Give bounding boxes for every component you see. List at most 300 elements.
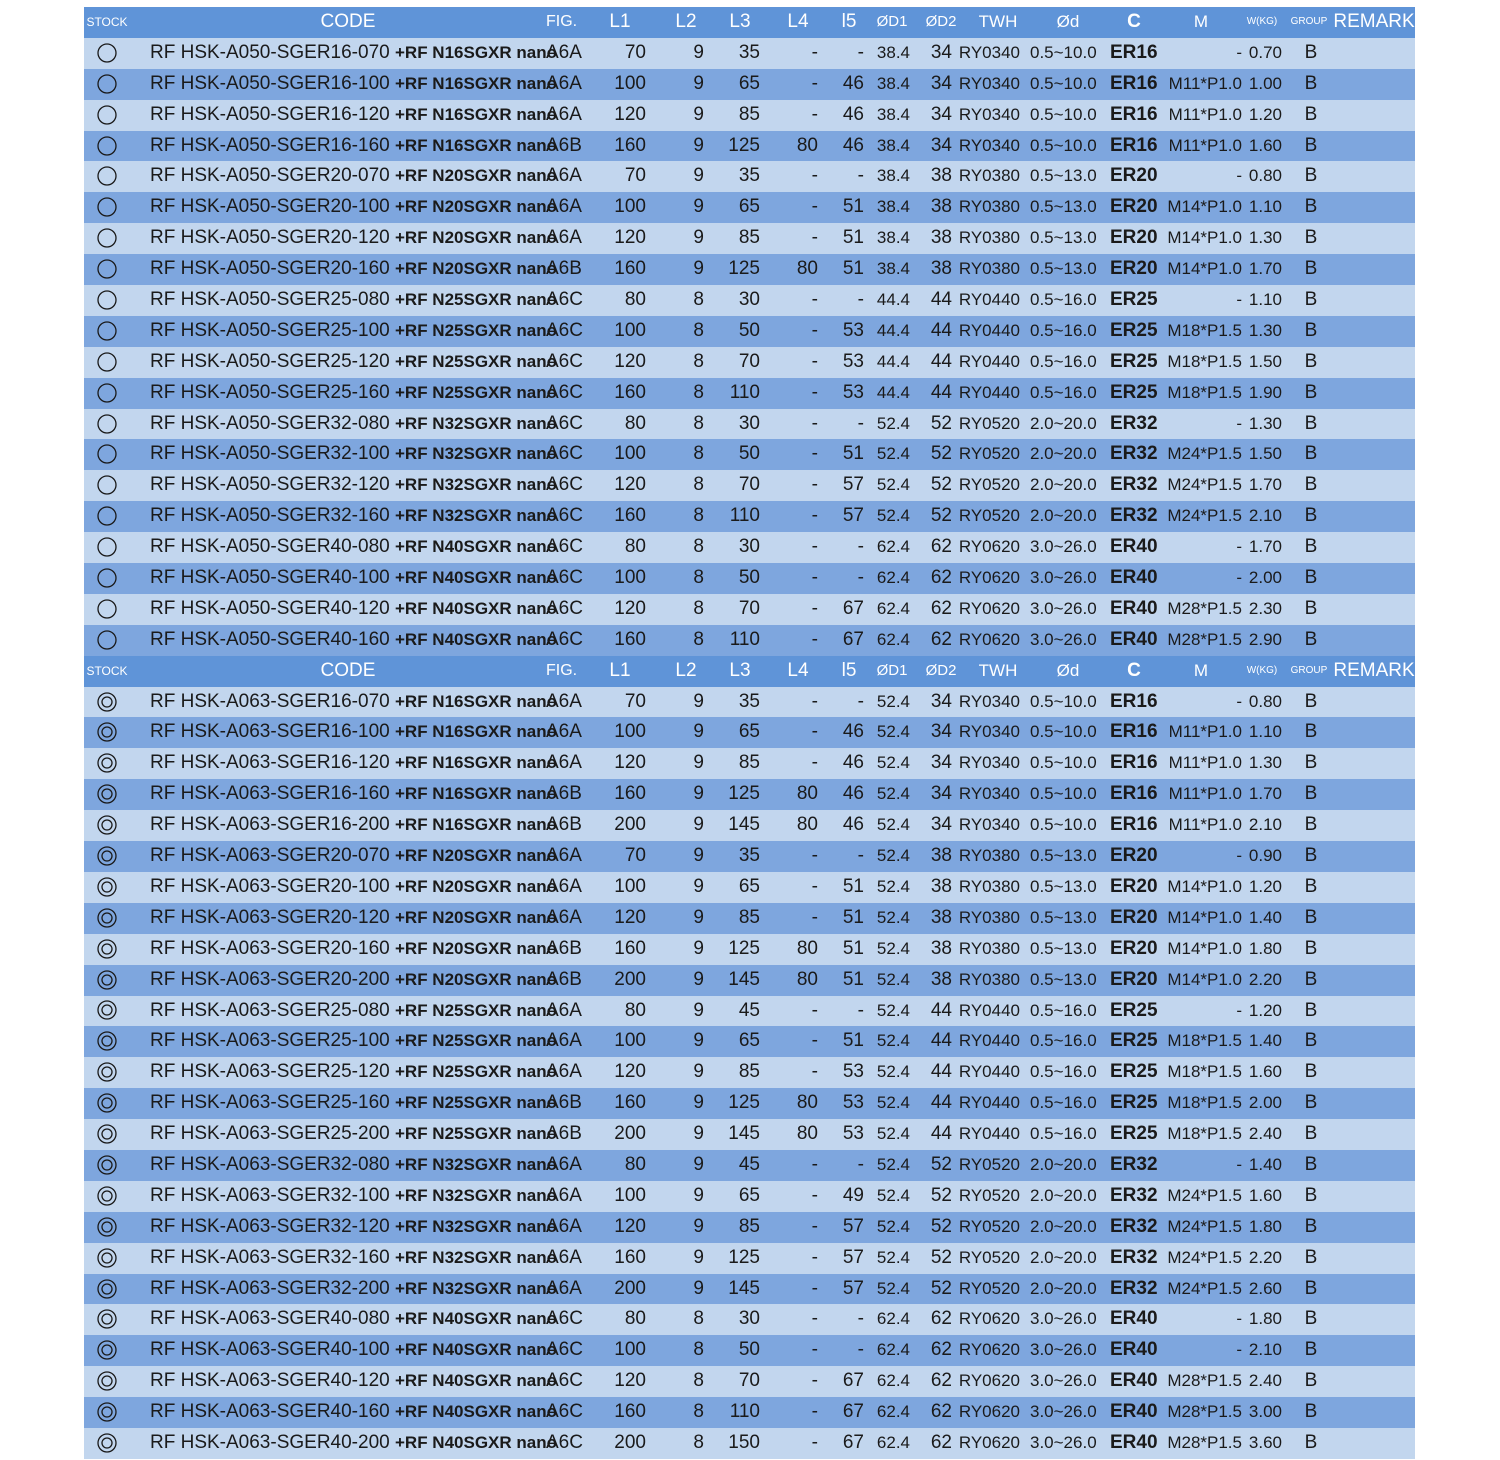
code-main: RF HSK-A050-SGER25-120: [150, 350, 395, 372]
od-cell: 3.0~26.0: [1030, 1309, 1097, 1329]
l1-cell: 160: [614, 505, 646, 527]
stock-cell: [84, 532, 130, 563]
l5-cell: -: [857, 567, 864, 589]
table-row: [84, 934, 1415, 965]
remark-cell: [1328, 131, 1415, 162]
od2-cell: 34: [930, 103, 952, 125]
code-cell: [150, 1088, 558, 1119]
remark-cell: [1328, 254, 1415, 285]
m-cell: M24*P1.5: [1167, 506, 1242, 526]
l4-cell: -: [811, 1153, 818, 1175]
twh-cell: RY0340: [958, 73, 1020, 93]
l3-cell: 85: [738, 103, 760, 125]
code-main: RF HSK-A063-SGER25-160: [150, 1092, 395, 1114]
l1-cell: 100: [614, 1339, 646, 1361]
c-cell: ER40: [1110, 597, 1158, 619]
code-suffix: +RF N32SGXR nano: [395, 1247, 558, 1267]
od1-cell: 52.4: [876, 969, 910, 989]
group-cell: B: [1304, 134, 1318, 156]
od-cell: 2.0~20.0: [1030, 1278, 1097, 1298]
od1-cell: 52.4: [876, 444, 910, 464]
od1-cell: 52.4: [876, 691, 910, 711]
od-cell: 0.5~10.0: [1030, 104, 1097, 124]
l3-cell: 145: [728, 968, 760, 990]
m-cell: M11*P1.0: [1168, 135, 1242, 155]
od1-cell: 52.4: [876, 1216, 910, 1236]
remark-cell: [1328, 1088, 1415, 1119]
fig-cell: A6A: [546, 103, 582, 125]
l3-cell: 85: [738, 906, 760, 928]
remark-cell: [1328, 841, 1415, 872]
remark-cell: [1328, 1366, 1415, 1397]
code-suffix: +RF N40SGXR nano: [395, 537, 558, 557]
l1-cell: 70: [624, 690, 646, 712]
table-row: [84, 254, 1415, 285]
weight-cell: 2.20: [1248, 969, 1282, 989]
table-row: [84, 38, 1415, 69]
code-main: RF HSK-A050-SGER20-120: [150, 227, 395, 249]
table-row: [84, 1119, 1415, 1150]
group-cell: B: [1304, 1431, 1318, 1453]
fig-cell: A6A: [546, 752, 582, 774]
table-row: [84, 532, 1415, 563]
table-row: [84, 1057, 1415, 1088]
l2-cell: 8: [693, 567, 704, 589]
od2-cell: 62: [930, 597, 952, 619]
fig-cell: A6B: [546, 258, 582, 280]
c-cell: ER20: [1110, 906, 1158, 928]
od1-cell: 52.4: [876, 784, 910, 804]
code-suffix: +RF N20SGXR nano: [395, 259, 558, 279]
l3-cell: 30: [738, 412, 760, 434]
code-suffix: +RF N32SGXR nano: [395, 475, 558, 495]
od2-cell: 34: [930, 752, 952, 774]
code-suffix: +RF N16SGXR nano: [395, 815, 558, 835]
fig-cell: A6C: [546, 289, 583, 311]
od2-cell: 44: [930, 999, 952, 1021]
remark-cell: [1328, 1428, 1415, 1459]
od1-cell: 38.4: [876, 259, 910, 279]
m-cell: -: [1236, 42, 1242, 62]
l3-cell: 145: [728, 1123, 760, 1145]
m-cell: -: [1236, 413, 1242, 433]
remark-cell: [1328, 532, 1415, 563]
stock-cell: [84, 872, 130, 903]
weight-cell: 1.20: [1248, 104, 1282, 124]
group-cell: B: [1304, 72, 1318, 94]
circle-icon: [96, 196, 118, 218]
weight-cell: 1.20: [1248, 1000, 1282, 1020]
l5-cell: 57: [842, 474, 864, 496]
code-main: RF HSK-A063-SGER32-080: [150, 1153, 395, 1175]
c-cell: ER16: [1110, 41, 1158, 63]
double-circle-icon: [96, 752, 118, 774]
l5-cell: 51: [842, 443, 864, 465]
weight-cell: 2.10: [1248, 1340, 1282, 1360]
code-suffix: +RF N20SGXR nano: [395, 876, 558, 896]
c-cell: ER25: [1110, 999, 1158, 1021]
l2-cell: 8: [693, 1431, 704, 1453]
l2-cell: 9: [693, 968, 704, 990]
twh-cell: RY0440: [958, 290, 1020, 310]
code-suffix: +RF N16SGXR nano: [395, 104, 558, 124]
twh-cell: RY0440: [958, 351, 1020, 371]
spec-table: [84, 7, 1415, 1459]
od2-cell: 38: [930, 875, 952, 897]
stock-cell: [84, 1212, 130, 1243]
m-cell: M28*P1.5: [1167, 629, 1242, 649]
l5-cell: 67: [842, 628, 864, 650]
circle-icon: [96, 227, 118, 249]
m-cell: M28*P1.5: [1167, 598, 1242, 618]
l3-cell: 65: [738, 72, 760, 94]
m-cell: -: [1236, 1309, 1242, 1329]
code-main: RF HSK-A050-SGER32-080: [150, 412, 395, 434]
twh-cell: RY0520: [958, 444, 1020, 464]
fig-cell: A6B: [546, 937, 582, 959]
code-main: RF HSK-A063-SGER40-200: [150, 1431, 395, 1453]
code-cell: [150, 100, 558, 131]
header-group: GROUP: [1290, 16, 1328, 27]
m-cell: -: [1236, 537, 1242, 557]
c-cell: ER40: [1110, 1431, 1158, 1453]
remark-cell: [1328, 223, 1415, 254]
double-circle-icon: [96, 907, 118, 929]
double-circle-icon: [96, 1030, 118, 1052]
c-cell: ER20: [1110, 165, 1158, 187]
m-cell: M14*P1.0: [1167, 259, 1242, 279]
twh-cell: RY0440: [958, 382, 1020, 402]
code-cell: [150, 779, 558, 810]
stock-cell: [84, 1335, 130, 1366]
code-main: RF HSK-A050-SGER32-120: [150, 474, 395, 496]
stock-cell: [84, 347, 130, 378]
weight-cell: 2.40: [1248, 1371, 1282, 1391]
weight-cell: 1.50: [1248, 444, 1282, 464]
od2-cell: 52: [930, 1246, 952, 1268]
remark-cell: [1328, 161, 1415, 192]
l2-cell: 9: [693, 783, 704, 805]
od-cell: 0.5~13.0: [1030, 938, 1097, 958]
od1-cell: 44.4: [876, 382, 910, 402]
stock-cell: [84, 563, 130, 594]
remark-cell: [1328, 100, 1415, 131]
l4-cell: 80: [796, 814, 818, 836]
group-cell: B: [1304, 1370, 1318, 1392]
remark-cell: [1328, 563, 1415, 594]
code-cell: [150, 687, 558, 718]
l4-cell: -: [811, 690, 818, 712]
code-cell: [150, 1057, 558, 1088]
code-cell: [150, 409, 558, 440]
remark-cell: [1328, 717, 1415, 748]
weight-cell: 1.10: [1248, 290, 1282, 310]
od1-cell: 38.4: [876, 42, 910, 62]
l1-cell: 200: [614, 968, 646, 990]
od2-cell: 38: [930, 165, 952, 187]
od-cell: 3.0~26.0: [1030, 1432, 1097, 1452]
od2-cell: 52: [930, 412, 952, 434]
l4-cell: -: [811, 536, 818, 558]
code-main: RF HSK-A063-SGER16-160: [150, 783, 395, 805]
twh-cell: RY0340: [958, 42, 1020, 62]
od1-cell: 62.4: [876, 629, 910, 649]
group-cell: B: [1304, 412, 1318, 434]
code-cell: [150, 1119, 558, 1150]
l2-cell: 9: [693, 752, 704, 774]
l4-cell: 80: [796, 783, 818, 805]
fig-cell: A6C: [546, 474, 583, 496]
group-cell: B: [1304, 505, 1318, 527]
table-row: [84, 1335, 1415, 1366]
l5-cell: 51: [842, 968, 864, 990]
fig-cell: A6A: [546, 721, 582, 743]
l5-cell: 67: [842, 1431, 864, 1453]
table-header-row: [84, 7, 1415, 38]
od-cell: 0.5~10.0: [1030, 135, 1097, 155]
stock-cell: [84, 439, 130, 470]
l5-cell: 51: [842, 258, 864, 280]
l4-cell: 80: [796, 937, 818, 959]
l1-cell: 100: [614, 1030, 646, 1052]
code-suffix: +RF N20SGXR nano: [395, 846, 558, 866]
remark-cell: [1328, 1274, 1415, 1305]
remark-cell: [1328, 1212, 1415, 1243]
c-cell: ER25: [1110, 319, 1158, 341]
table-row: [84, 965, 1415, 996]
m-cell: -: [1236, 691, 1242, 711]
circle-icon: [96, 104, 118, 126]
m-cell: M24*P1.5: [1167, 1216, 1242, 1236]
l3-cell: 65: [738, 875, 760, 897]
stock-cell: [84, 223, 130, 254]
m-cell: M24*P1.5: [1167, 1185, 1242, 1205]
stock-cell: [84, 1181, 130, 1212]
remark-cell: [1328, 934, 1415, 965]
header-l5: l5: [841, 659, 857, 681]
m-cell: M14*P1.0: [1167, 197, 1242, 217]
l1-cell: 100: [614, 196, 646, 218]
header-l2: L2: [675, 659, 697, 681]
od1-cell: 62.4: [876, 1371, 910, 1391]
l2-cell: 8: [693, 1401, 704, 1423]
l1-cell: 200: [614, 1123, 646, 1145]
stock-cell: [84, 687, 130, 718]
double-circle-icon: [96, 1185, 118, 1207]
header-l3: L3: [729, 11, 751, 32]
weight-cell: 0.80: [1248, 691, 1282, 711]
table-row: [84, 161, 1415, 192]
stock-cell: [84, 1274, 130, 1305]
l3-cell: 125: [728, 258, 760, 280]
header-stock: STOCK: [86, 663, 128, 678]
fig-cell: A6C: [546, 443, 583, 465]
od1-cell: 52.4: [876, 815, 910, 835]
l4-cell: -: [811, 381, 818, 403]
fig-cell: A6A: [546, 1215, 582, 1237]
l1-cell: 80: [624, 289, 646, 311]
od2-cell: 52: [930, 1153, 952, 1175]
group-cell: B: [1304, 1215, 1318, 1237]
od1-cell: 38.4: [876, 73, 910, 93]
code-main: RF HSK-A050-SGER40-080: [150, 536, 395, 558]
code-suffix: +RF N25SGXR nano: [395, 290, 558, 310]
l3-cell: 110: [729, 1401, 760, 1423]
od-cell: 0.5~16.0: [1030, 382, 1097, 402]
l1-cell: 160: [614, 134, 646, 156]
l1-cell: 120: [614, 1370, 646, 1392]
od-cell: 0.5~10.0: [1030, 784, 1097, 804]
fig-cell: A6A: [546, 999, 582, 1021]
table-row: [84, 409, 1415, 440]
stock-cell: [84, 1366, 130, 1397]
l2-cell: 8: [693, 381, 704, 403]
twh-cell: RY0380: [958, 228, 1020, 248]
l5-cell: -: [857, 41, 864, 63]
remark-cell: [1328, 748, 1415, 779]
od1-cell: 52.4: [876, 876, 910, 896]
od-cell: 0.5~10.0: [1030, 753, 1097, 773]
remark-cell: [1328, 1397, 1415, 1428]
code-cell: [150, 316, 558, 347]
l4-cell: -: [811, 227, 818, 249]
header-code: CODE: [320, 11, 376, 32]
group-cell: B: [1304, 381, 1318, 403]
l4-cell: -: [811, 103, 818, 125]
weight-cell: 2.30: [1248, 598, 1282, 618]
c-cell: ER40: [1110, 567, 1158, 589]
code-suffix: +RF N20SGXR nano: [395, 938, 558, 958]
l1-cell: 80: [624, 1308, 646, 1330]
code-suffix: +RF N32SGXR nano: [395, 1185, 558, 1205]
stock-cell: [84, 285, 130, 316]
circle-icon: [96, 73, 118, 95]
twh-cell: RY0380: [958, 969, 1020, 989]
stock-cell: [84, 1428, 130, 1459]
code-cell: [150, 748, 558, 779]
remark-cell: [1328, 378, 1415, 409]
header-od2: ØD2: [925, 13, 957, 30]
header-od2: ØD2: [925, 661, 957, 679]
od2-cell: 38: [930, 845, 952, 867]
l3-cell: 30: [738, 536, 760, 558]
l3-cell: 35: [738, 690, 760, 712]
table-row: [84, 996, 1415, 1027]
c-cell: ER25: [1110, 1061, 1158, 1083]
remark-cell: [1328, 1243, 1415, 1274]
m-cell: M24*P1.5: [1167, 444, 1242, 464]
l4-cell: -: [811, 1339, 818, 1361]
header-l1: L1: [609, 11, 631, 32]
code-cell: [150, 131, 558, 162]
l4-cell: -: [811, 845, 818, 867]
circle-icon: [96, 474, 118, 496]
group-cell: B: [1304, 752, 1318, 774]
l2-cell: 8: [693, 443, 704, 465]
m-cell: M28*P1.5: [1167, 1402, 1242, 1422]
group-cell: B: [1304, 536, 1318, 558]
m-cell: M18*P1.5: [1167, 382, 1242, 402]
remark-cell: [1328, 501, 1415, 532]
l2-cell: 9: [693, 1246, 704, 1268]
l5-cell: 51: [842, 875, 864, 897]
l1-cell: 160: [614, 628, 646, 650]
circle-icon: [96, 289, 118, 311]
l4-cell: 80: [796, 1123, 818, 1145]
od2-cell: 38: [930, 258, 952, 280]
code-suffix: +RF N20SGXR nano: [395, 166, 558, 186]
l5-cell: 57: [842, 1246, 864, 1268]
remark-cell: [1328, 69, 1415, 100]
header-l4: L4: [787, 659, 809, 681]
circle-icon: [96, 382, 118, 404]
code-main: RF HSK-A063-SGER25-100: [150, 1030, 395, 1052]
remark-cell: [1328, 316, 1415, 347]
l2-cell: 9: [693, 1153, 704, 1175]
twh-cell: RY0340: [958, 691, 1020, 711]
group-cell: B: [1304, 41, 1318, 63]
l1-cell: 70: [624, 165, 646, 187]
code-main: RF HSK-A063-SGER25-120: [150, 1061, 395, 1083]
weight-cell: 0.80: [1248, 166, 1282, 186]
m-cell: -: [1236, 166, 1242, 186]
group-cell: B: [1304, 814, 1318, 836]
l2-cell: 8: [693, 1308, 704, 1330]
table-row: [84, 1026, 1415, 1057]
l5-cell: 46: [842, 783, 864, 805]
od-cell: 3.0~26.0: [1030, 1371, 1097, 1391]
l2-cell: 9: [693, 72, 704, 94]
od1-cell: 38.4: [876, 135, 910, 155]
twh-cell: RY0380: [958, 876, 1020, 896]
l4-cell: -: [811, 1215, 818, 1237]
l1-cell: 120: [614, 350, 646, 372]
l3-cell: 35: [738, 165, 760, 187]
double-circle-icon: [96, 1278, 118, 1300]
header-l2: L2: [675, 11, 697, 32]
l2-cell: 9: [693, 165, 704, 187]
group-cell: B: [1304, 937, 1318, 959]
twh-cell: RY0380: [958, 938, 1020, 958]
m-cell: M11*P1.0: [1168, 753, 1242, 773]
od-cell: 3.0~26.0: [1030, 1340, 1097, 1360]
l2-cell: 9: [693, 999, 704, 1021]
od1-cell: 52.4: [876, 1000, 910, 1020]
double-circle-icon: [96, 1154, 118, 1176]
l4-cell: -: [811, 1246, 818, 1268]
l4-cell: -: [811, 505, 818, 527]
header-od: Ød: [1056, 660, 1080, 680]
weight-cell: 2.40: [1248, 1124, 1282, 1144]
table-row: [84, 779, 1415, 810]
twh-cell: RY0440: [958, 1000, 1020, 1020]
od1-cell: 44.4: [876, 320, 910, 340]
code-cell: [150, 1304, 558, 1335]
remark-cell: [1328, 1150, 1415, 1181]
l3-cell: 110: [729, 381, 760, 403]
l5-cell: 49: [842, 1184, 864, 1206]
l2-cell: 9: [693, 1030, 704, 1052]
table-row: [84, 1150, 1415, 1181]
circle-icon: [96, 505, 118, 527]
l5-cell: 46: [842, 814, 864, 836]
weight-cell: 1.50: [1248, 351, 1282, 371]
od1-cell: 52.4: [876, 722, 910, 742]
group-cell: B: [1304, 1401, 1318, 1423]
table-row: [84, 1243, 1415, 1274]
od2-cell: 38: [930, 937, 952, 959]
c-cell: ER40: [1110, 1308, 1158, 1330]
